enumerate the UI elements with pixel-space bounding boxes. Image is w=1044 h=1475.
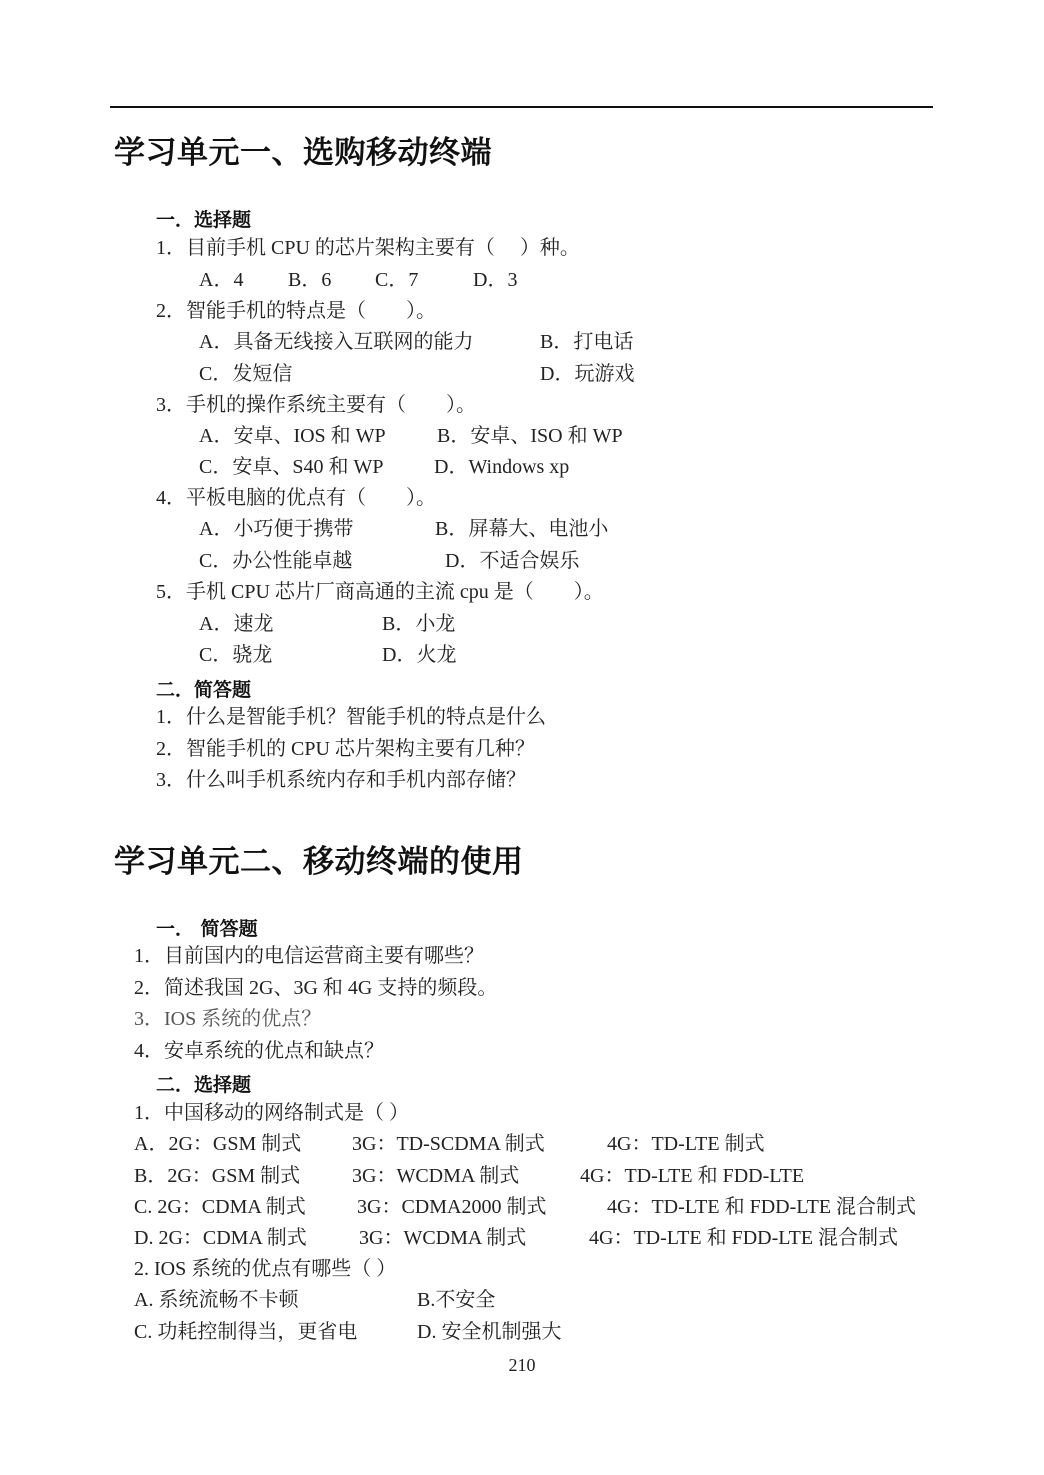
option: A．4 xyxy=(199,269,244,291)
option-part: 3G：CDMA2000 制式 xyxy=(357,1196,547,1218)
unit1-q4: 4．平板电脑的优点有（ ）。 xyxy=(156,487,436,509)
unit2-short-q3: 3．IOS 系统的优点？ xyxy=(134,1008,322,1030)
option: C．骁龙 xyxy=(199,644,273,666)
option: C. 功耗控制得当，更省电 xyxy=(134,1321,358,1343)
unit2-q2: 2. IOS 系统的优点有哪些（ ） xyxy=(134,1258,397,1280)
option-part: A．2G：GSM 制式 xyxy=(134,1133,302,1155)
unit1-q3: 3．手机的操作系统主要有（ ）。 xyxy=(156,394,476,416)
option: B.不安全 xyxy=(417,1289,496,1311)
unit1-section2-title: 二．简答题 xyxy=(156,679,252,701)
unit1-q5: 5．手机 CPU 芯片厂商高通的主流 cpu 是（ ）。 xyxy=(156,581,604,603)
option: C．安卓、S40 和 WP xyxy=(199,456,384,478)
option-part: 4G：TD-LTE 和 FDD-LTE xyxy=(580,1165,805,1187)
option: D．玩游戏 xyxy=(540,363,635,385)
unit2-short-q2: 2．简述我国 2G、3G 和 4G 支持的频段。 xyxy=(134,977,498,999)
option: D．不适合娱乐 xyxy=(445,550,580,572)
unit1-q2: 2．智能手机的特点是（ ）。 xyxy=(156,300,436,322)
page-number: 210 xyxy=(508,1355,536,1375)
option: C．发短信 xyxy=(199,363,293,385)
header-rule xyxy=(110,106,933,108)
unit2-q1: 1．中国移动的网络制式是（ ） xyxy=(134,1102,409,1124)
option: A. 系统流畅不卡顿 xyxy=(134,1289,299,1311)
option: B．屏幕大、电池小 xyxy=(435,518,609,540)
option-part: B．2G：GSM 制式 xyxy=(134,1165,301,1187)
option: A．小巧便于携带 xyxy=(199,518,354,540)
option-part: 3G：TD-SCDMA 制式 xyxy=(352,1133,545,1155)
option-part: D. 2G：CDMA 制式 xyxy=(134,1227,307,1249)
option-part: 3G：WCDMA 制式 xyxy=(352,1165,520,1187)
option-part: 3G：WCDMA 制式 xyxy=(359,1227,527,1249)
option: D. 安全机制强大 xyxy=(417,1321,562,1343)
unit2-title: 学习单元二、移动终端的使用 xyxy=(114,844,524,880)
unit1-short-q2: 2．智能手机的 CPU 芯片架构主要有几种？ xyxy=(156,738,535,760)
unit2-section1-title: 一． 简答题 xyxy=(156,918,258,940)
option: D．3 xyxy=(473,269,518,291)
unit1-title: 学习单元一、选购移动终端 xyxy=(114,135,492,171)
option-part: 4G：TD-LTE 和 FDD-LTE 混合制式 xyxy=(607,1196,917,1218)
unit1-q1: 1．目前手机 CPU 的芯片架构主要有（ ）种。 xyxy=(156,237,580,259)
unit2-short-q4: 4．安卓系统的优点和缺点？ xyxy=(134,1040,384,1062)
unit2-short-q1: 1．目前国内的电信运营商主要有哪些？ xyxy=(134,945,484,967)
option: D．Windows xp xyxy=(434,456,570,478)
option: B．打电话 xyxy=(540,331,634,353)
option-part: 4G：TD-LTE 和 FDD-LTE 混合制式 xyxy=(589,1227,899,1249)
option: B．小龙 xyxy=(382,613,456,635)
option: A．安卓、IOS 和 WP xyxy=(199,425,386,447)
option: B．安卓、ISO 和 WP xyxy=(437,425,623,447)
option-part: C. 2G：CDMA 制式 xyxy=(134,1196,306,1218)
option: D．火龙 xyxy=(382,644,457,666)
unit2-section2-title: 二．选择题 xyxy=(156,1074,252,1096)
option-part: 4G：TD-LTE 制式 xyxy=(607,1133,765,1155)
unit1-short-q1: 1．什么是智能手机？智能手机的特点是什么 xyxy=(156,706,546,728)
unit1-short-q3: 3．什么叫手机系统内存和手机内部存储？ xyxy=(156,769,526,791)
option: A．具备无线接入互联网的能力 xyxy=(199,331,474,353)
option: A．速龙 xyxy=(199,613,274,635)
option: B．6 xyxy=(288,269,332,291)
option: C．7 xyxy=(375,269,419,291)
option: C．办公性能卓越 xyxy=(199,550,353,572)
unit1-section1-title: 一．选择题 xyxy=(156,209,252,231)
